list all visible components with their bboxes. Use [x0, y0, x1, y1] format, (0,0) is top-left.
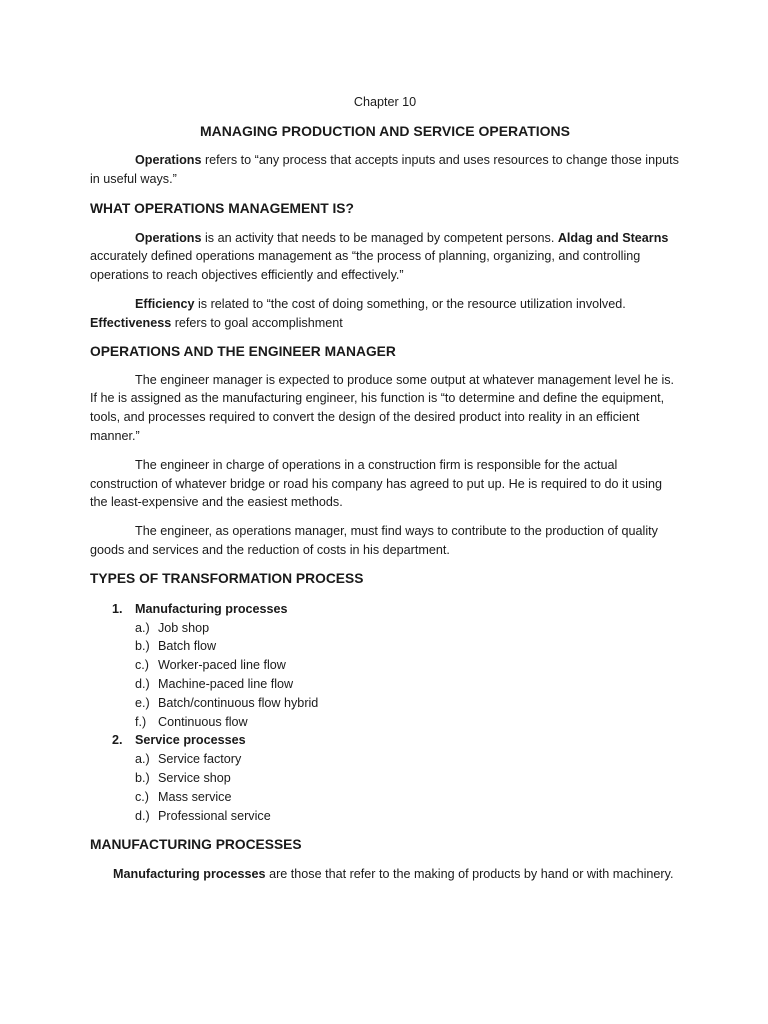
sub-text: Service factory — [158, 752, 242, 767]
sub-item — [135, 769, 680, 788]
sub-letter: e.) — [135, 695, 150, 710]
section-heading-engineer-manager: OPERATIONS AND THE ENGINEER MANAGER — [90, 343, 396, 359]
chapter-label: Chapter 10 — [353, 95, 417, 109]
paragraph-text: refers to goal accomplishment — [171, 315, 343, 330]
sub-letter: c.) — [135, 789, 149, 804]
sub-item — [135, 637, 680, 656]
paragraph-text: are those that refer to the making of products by hand or with machinery. — [265, 867, 674, 882]
list-item-manufacturing — [90, 600, 680, 732]
term-efficiency: Efficiency — [135, 296, 195, 311]
term-manufacturing-processes: Manufacturing processes — [113, 867, 266, 882]
sub-item — [135, 807, 680, 826]
sub-letter: a.) — [135, 752, 150, 767]
engineer-manager-paragraph-3: The engineer, as operations manager, must find ways to contribute to the production of quality goods and services and the reduction of costs in his department. — [90, 524, 658, 557]
chapter-title: MANAGING PRODUCTION AND SERVICE OPERATIONS — [200, 123, 570, 139]
sub-text: Mass service — [158, 789, 232, 804]
sub-text: Job shop — [158, 620, 210, 635]
sub-item — [135, 713, 680, 732]
service-sublist — [135, 750, 680, 825]
engineer-manager-paragraph-1: The engineer manager is expected to produce some output at whatever management level he is. If he is assigned as the manufacturing engineer, his function is “to determine and define the equipment, tools, and processes required to convert the design of the desired product into reality in an efficient manner.” — [90, 372, 675, 443]
paragraph-text: is related to “the cost of doing something, or the resource utilization involved. — [194, 296, 626, 311]
sub-item — [135, 788, 680, 807]
operations-definition-paragraph — [90, 229, 680, 285]
manufacturing-definition-paragraph — [90, 865, 680, 884]
list-label: Manufacturing processes — [135, 601, 288, 616]
sub-text: Batch flow — [158, 639, 217, 654]
sub-letter: f.) — [135, 714, 147, 729]
sub-text: Machine-paced line flow — [158, 676, 294, 691]
sub-item — [135, 694, 680, 713]
sub-item — [135, 656, 680, 675]
section-heading-what-is: WHAT OPERATIONS MANAGEMENT IS? — [90, 200, 354, 216]
sub-text: Worker-paced line flow — [158, 658, 286, 673]
sub-text: Batch/continuous flow hybrid — [158, 695, 319, 710]
intro-paragraph — [90, 151, 680, 189]
transformation-process-list — [90, 600, 680, 826]
term-operations: Operations — [135, 230, 202, 245]
sub-item — [135, 675, 680, 694]
intro-text: refers to “any process that accepts inputs and uses resources to change those inputs in useful ways.” — [90, 153, 679, 186]
sub-item — [135, 750, 680, 769]
sub-letter: b.) — [135, 639, 150, 654]
efficiency-paragraph — [90, 295, 680, 333]
sub-letter: a.) — [135, 620, 150, 635]
document-page — [90, 92, 680, 884]
intro-term: Operations — [135, 153, 202, 167]
list-label: Service processes — [135, 733, 246, 748]
list-number: 2. — [112, 733, 123, 748]
section-heading-manufacturing: MANUFACTURING PROCESSES — [90, 837, 302, 853]
sub-letter: c.) — [135, 658, 149, 673]
sub-letter: d.) — [135, 676, 150, 691]
paragraph-text: accurately defined operations management as “the process of planning, organizing, and controlling operations to reach objectives efficiently and effectively.” — [90, 249, 641, 283]
section-heading-transformation: TYPES OF TRANSFORMATION PROCESS — [90, 570, 364, 586]
term-effectiveness: Effectiveness — [90, 315, 172, 330]
term-aldag-stearns: Aldag and Stearns — [557, 230, 669, 245]
list-number: 1. — [112, 601, 123, 616]
paragraph-text: is an activity that needs to be managed by competent persons. — [201, 230, 558, 245]
sub-text: Professional service — [158, 808, 271, 823]
list-item-service — [90, 731, 680, 825]
engineer-manager-paragraph-2: The engineer in charge of operations in a construction firm is responsible for the actual construction of whatever bridge or road his company has agreed to put up. He is required to do it using the least-expensive and the easiest methods. — [90, 457, 662, 510]
manufacturing-sublist — [135, 619, 680, 732]
sub-letter: b.) — [135, 770, 150, 785]
sub-text: Service shop — [158, 770, 231, 785]
sub-letter: d.) — [135, 808, 150, 823]
sub-item — [135, 619, 680, 638]
sub-text: Continuous flow — [158, 714, 248, 729]
